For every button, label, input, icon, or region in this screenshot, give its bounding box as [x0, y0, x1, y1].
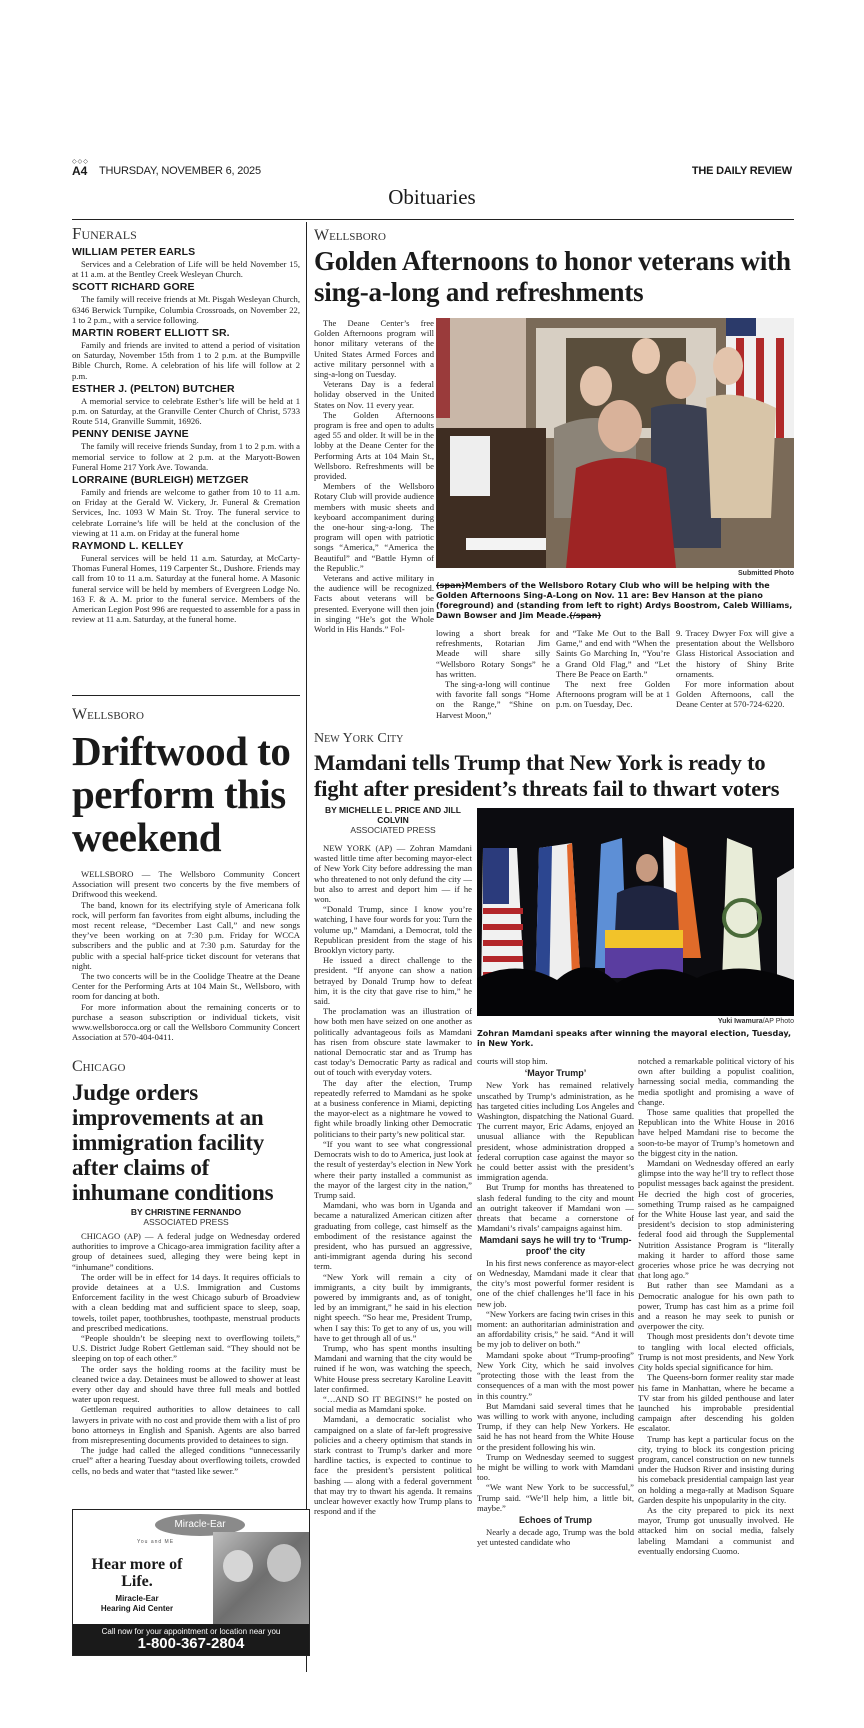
page-number: A4: [72, 164, 88, 178]
ad-headline: Hear more of Life.: [91, 1556, 183, 1590]
article-column: [477, 1056, 634, 1548]
top-rule: [72, 219, 794, 220]
page-date: THURSDAY, NOVEMBER 6, 2025: [99, 165, 261, 177]
subhead: Echoes of Trump: [518, 1514, 592, 1525]
article-column: [556, 628, 670, 710]
paragraph: Veterans and active military in the audience will be recognized. Facts about veterans will be presented. Everyone will then join in singing “He’s got the Whole World in His Hands.” Fol-: [314, 573, 434, 635]
paragraph: Mamdani spoke about “Trump-proofing” New York City, which he said involves “protecting those with the least from the consequences of a man with the most power in this country.”: [477, 1349, 634, 1401]
article-kicker: Wellsboro: [72, 706, 144, 723]
article-body: [72, 1231, 300, 1476]
paragraph: Trump on Wednesday seemed to suggest he might be willing to work with Mamdani too.: [477, 1451, 634, 1483]
funeral-item: [72, 540, 300, 624]
obit-name: SCOTT RICHARD GORE: [72, 281, 195, 294]
subhead: ‘Mayor Trump’: [524, 1068, 587, 1079]
funeral-item: [72, 474, 300, 538]
ad-center-line1: Miracle-Ear: [115, 1594, 159, 1603]
funeral-item: [72, 246, 300, 279]
column-divider: [306, 222, 307, 1672]
funeral-list: [72, 246, 300, 624]
paragraph: Members of the Wellsboro Rotary Club will provide audience members with music sheets and keyboard accompaniment during the one-hour sing-a-long. The program will open with patriotic songs “America,” “America the Beautiful” and “Battle Hymn of the Republic.”: [314, 481, 434, 573]
article-body: [72, 869, 300, 1042]
byline: BY MICHELLE L. PRICE AND JILL COLVIN: [324, 805, 461, 825]
paragraph: and “Take Me Out to the Ball Game,” and end with “When the Saints Go Marching In, “You’re a Grand Old Flag,” and “Let There Be Peace on Earth.”: [556, 628, 670, 679]
article-column: [314, 843, 472, 1516]
paragraph: Trump has kept a particular focus on the city, trying to block its congestion pricing program, cancel construction on new tunnels under the Hudson River and insisting during his comeback presidential campaign last year on holding a mega-rally at Madison Square Garden despite his unpopularity in the city.: [638, 1433, 794, 1505]
photo-agency: /AP Photo: [762, 1018, 794, 1025]
funeral-item: [72, 281, 300, 325]
paragraph: He issued a direct challenge to the president. “If anyone can show a nation betrayed by Donald Trump how to defeat him, it is the city that gave rise to him,” he said.: [314, 955, 472, 1007]
paragraph: courts will stop him.: [477, 1056, 548, 1066]
obit-name: MARTIN ROBERT ELLIOTT SR.: [72, 327, 230, 340]
photographer-name: Yuki Iwamura: [717, 1018, 763, 1025]
article-column: [676, 628, 794, 710]
subhead: Mamdani says he will try to ‘Trump-proof’ the city: [479, 1235, 632, 1256]
obit-text: A memorial service to celebrate Esther’s life will be held at 1 p.m. on Saturday, at the Granville Center Church of Christ, 5733 Route 514, Granville Summit, 16926.: [72, 395, 300, 427]
obit-name: PENNY DENISE JAYNE: [72, 428, 189, 441]
byline: BY CHRISTINE FERNANDO: [130, 1207, 242, 1217]
paragraph: The next free Golden Afternoons program will be at 1 p.m. on Tuesday, Dec.: [556, 679, 670, 710]
paper-name: THE DAILY REVIEW: [691, 165, 792, 177]
paragraph: Mamdani, a democratic socialist who campaigned on a slate of far-left progressive policies and a cheery optimism that stands in stark contrast to Trump’s darker and more hardline tactics, is expected to continue to face the president’s persistent political bashing — along with a federal government that may try to thwart his agenda. It remains unclear however exactly how Trump plans to respond and if the: [314, 1414, 472, 1517]
paragraph: The Golden Afternoons program is free and open to adults aged 55 and older. It will be in the lobby at the Deane Center for the Performing Arts at 104 Main St., Wellsboro. Refreshments will be provided.: [314, 409, 434, 482]
article-kicker: Wellsboro: [314, 227, 386, 244]
paragraph: Mamdani, who was born in Uganda and became a naturalized American citizen after graduating from college, cast himself as the embodiment of the resistance against the president, who has pursued an aggressive, anti-immigrant agenda during his second term.: [314, 1200, 472, 1272]
paragraph: Though most presidents don’t devote time to tangling with local elected officials, Trump is not most presidents, and New York City holds special significance for him.: [638, 1331, 794, 1373]
paragraph: WELLSBORO — The Wellsboro Community Concert Association will present two concerts by the five members of Driftwood this weekend.: [72, 869, 300, 900]
paragraph: In his first news conference as mayor-elect on Wednesday, Mamdani made it clear that the city’s most powerful former resident is one of the chief challenges he’ll face in his new job.: [477, 1257, 634, 1309]
funerals-section: [72, 224, 300, 624]
photo-illustration: [477, 808, 794, 1016]
paragraph: The judge had called the alleged conditions “unnecessarily cruel” after a hearing Tuesday about overflowing toilets, crowded cells, no beds and water that “tasted like sewer.”: [72, 1445, 300, 1476]
driftwood-article: [72, 706, 300, 1042]
paragraph: Mamdani on Wednesday offered an early glimpse into the way he’ll try to reflect those populist messages back against the president. He decried the high cost of groceries, something Trump raised as he campaigned for the White House last year, and said the president’s decision to stop administering federal food aid through the Supplemental Nutrition Assistance Program is “literally making it harder to afford those same groceries whose price he was decrying not that long ago.”: [638, 1158, 794, 1281]
paragraph: But Mamdani said several times that he was willing to work with anyone, including Trump, if they can help New Yorkers. He said he has not heard from the White House or the president following his win.: [477, 1400, 634, 1452]
obit-name: RAYMOND L. KELLEY: [72, 540, 184, 553]
paragraph: Gettleman required authorities to allow detainees to call lawyers in private with no cost and provide them with a list of pro bono attorneys in English and Spanish. Agents are also barred from misrepresenting documents provided to detainees to sign.: [72, 1404, 300, 1446]
funeral-item: [72, 327, 300, 381]
caption-open-tag: (span): [436, 581, 465, 590]
obit-text: Family and friends are welcome to gather from 10 to 11 a.m. on Friday at the Gerald W. Vickery, Jr. Funeral & Cremation Services, Inc. 1093 W Main St. Troy. The funeral service to celebrate Lorraine’s life will be held at the conclusion of the viewing at 11 a.m. on Friday at the funeral home: [72, 487, 300, 538]
article-kicker: Chicago: [72, 1058, 126, 1075]
miracle-ear-ad[interactable]: [72, 1509, 310, 1656]
ad-center-name: [81, 1594, 193, 1614]
article-column: [638, 1056, 794, 1556]
byline-block: [314, 805, 472, 835]
article-headline: Driftwood to perform this weekend: [72, 728, 291, 860]
paragraph: Veterans Day is a federal holiday observed in the United States on Nov. 11 every year.: [314, 379, 434, 410]
paragraph: The order will be in effect for 14 days. It requires officials to provide detainees at a U.S. Immigration and Customs Enforcement facility in the west Chicago suburb of Broadview with a clean bedding mat and sufficient space to sleep, soap, towels, toilet paper, toothbrushes, toothpaste, menstrual products and prescribed medications.: [72, 1271, 300, 1333]
article-kicker: New York City: [314, 731, 404, 746]
paragraph: As the city prepared to pick its next mayor, Trump got unusually involved. He attacked him on social media, falsely labeling Mamdani a communist and eventually endorsing Cuomo.: [638, 1504, 794, 1556]
obit-name: WILLIAM PETER EARLS: [72, 246, 196, 258]
page-ornament: ◇◇◇: [72, 159, 89, 165]
photo-credit: [477, 1018, 794, 1025]
paragraph: The day after the election, Trump repeatedly referred to Mamdani as he spoke at a business conference in Miami, depicting the mayor-elect as a nightmare he vowed to fight while broadly linking other Democratic politicians to their party’s new political star.: [314, 1077, 472, 1139]
photo-illustration: [436, 318, 794, 568]
paragraph: The proclamation was an illustration of how both men have seized on one another as politically advantageous foils as Mamdani has risen from obscure state lawmaker to national Democratic star and as Trump has cast today’s Democratic Party as radical and out of touch with everyday voters.: [314, 1006, 472, 1078]
article-headline: Mamdani tells Trump that New York is ready to fight after president’s threats fail to thwart voters: [314, 750, 780, 801]
paragraph: For more information about Golden Afternoons, call the Deane Center at 570-724-6220.: [676, 679, 794, 710]
paragraph: The two concerts will be in the Coolidge Theatre at the Deane Center for the Performing Arts at 104 Main St., Wellsboro, with room for dancing at both.: [72, 971, 300, 1002]
paragraph: Nearly a decade ago, Trump was the bold yet untested candidate who: [477, 1527, 634, 1548]
paragraph: “If you want to see what congressional Democrats wish to do to America, just look at the result of yesterday’s election in New York where their party installed a communist as the mayor of the largest city in the nation,” Trump said.: [314, 1138, 472, 1200]
paragraph: Those same qualities that propelled the Republican into the White House in 2016 have helped Mamdani rise to become the soon-to-be mayor of Trump’s hometown and the biggest city in the nation.: [638, 1107, 794, 1158]
paragraph: But rather than see Mamdani as a Democratic analogue for his own path to power, Trump has cast him as a prime foil and a reason he may seek to punish or overpower the city.: [638, 1280, 794, 1332]
paragraph: The order says the holding rooms at the facility must be cleaned twice a day. Detainees must be allowed to shower at least every other day and should have three full meals and bottled water upon request.: [72, 1363, 300, 1405]
article-column: [436, 628, 550, 720]
obit-text: Family and friends are invited to attend a period of visitation on Saturday, November 15th from 1 to 2 p.m. at the Bumpville Bible Church, Rome. A celebration of his life will follow at 2 p.m.: [72, 340, 300, 381]
paragraph: lowing a short break for refreshments, Rotarian Jim Meade will share silly “Wellsboro Rotary Songs” he has written.: [436, 628, 550, 679]
caption-close-tag: (/span): [569, 611, 602, 620]
paragraph: But Trump for months has threatened to slash federal funding to the city and mount an outright takeover if Mamdani won — threats that became a cornerstone of Mamdani’s rivals’ campaigns against him.: [477, 1182, 634, 1234]
paragraph: “People shouldn’t be sleeping next to overflowing toilets,” U.S. District Judge Robert Gettleman said. “They should not be sleeping on top of each other.”: [72, 1333, 300, 1364]
photo-caption: [436, 581, 794, 621]
caption-text: Members of the Wellsboro Rotary Club who will be helping with the Golden Afternoons Sing-A-Long on Nov. 11 are: Bev Hanson at the piano (foreground) and (standing from left to right) Ardys Boostrom, Caleb Williams, Dawn Bowser and Jim Meade.: [436, 581, 793, 620]
obit-text: Funeral services will be held 11 a.m. Saturday, at McCarty-Thomas Funeral Homes, 119 Carpenter St., Dushore. Friends may call from 10 to 11 a.m. Saturday at the funeral home. A Masonic funeral service will be held by members of Evergreen Lodge No. 163 F. & A. M. prior to the funeral service. Members of the American Legion Post 996 are requested to assemble for a pass in review at 11 a.m. Saturday, at the funeral home.: [72, 553, 300, 625]
obit-text: Services and a Celebration of Life will be held November 15, at 11 a.m. at the Bentley Creek Wesleyan Church.: [72, 259, 300, 280]
section-rule: [72, 695, 300, 696]
funeral-item: [72, 428, 300, 472]
paragraph: NEW YORK (AP) — Zohran Mamdani wasted little time after becoming mayor-elect of New York City before addressing the man who threatened to not only defund the city — but also to arrest and deport him — if he won.: [314, 843, 472, 905]
rotary-club-photo: [436, 318, 794, 568]
byline-org: ASSOCIATED PRESS: [143, 1217, 229, 1227]
ad-call-text: Call now for your appointment or location near you: [101, 1627, 281, 1636]
ad-center-line2: Hearing Aid Center: [100, 1604, 174, 1613]
paragraph: The band, known for its electrifying style of Americana folk rock, will perform fan favorites from eight albums, including the most recent release, “December Last Call,” and new songs they’ve been working on at 7:30 p.m. Friday for WCCA subscribers and the public and at 7:30 p.m. Saturday for the public with a special half-price ticket discount for veterans that night.: [72, 899, 300, 971]
paragraph: “Donald Trump, since I know you’re watching, I have four words for you: Turn the volume up,” Mamdani, a Democrat, told the Republican president from the stage of his Brooklyn victory party.: [314, 904, 472, 956]
ad-phone[interactable]: 1-800-367-2804: [137, 1635, 245, 1652]
paragraph: CHICAGO (AP) — A federal judge on Wednesday ordered authorities to improve a Chicago-area immigration facility after a group of detainees sued, alleging they were being kept in “inhumane” conditions.: [72, 1231, 300, 1272]
paragraph: The Queens-born former reality star made his fame in Manhattan, where he became a TV star from his gilded penthouse and later launched his improbable presidential campaign after descending his golden escalator.: [638, 1372, 794, 1434]
obit-name: ESTHER J. (PELTON) BUTCHER: [72, 382, 235, 395]
ad-photo: [213, 1532, 309, 1624]
photo-caption: Zohran Mamdani speaks after winning the mayoral election, Tuesday, in New York.: [477, 1029, 792, 1048]
obit-text: The family will receive friends at Mt. Pisgah Wesleyan Church, 6346 Berwick Turnpike, Columbia Crossroads, on November 22, 1 to 2 p.m., with a service following.: [72, 294, 300, 325]
paragraph: notched a remarkable political victory of his own after building a populist coalition, harnessing social media, commanding the media spotlight and promising a wave of change.: [638, 1056, 794, 1107]
ad-tagline: You and ME: [137, 1539, 175, 1545]
paragraph: The sing-a-long will continue with favorite fall songs “Home on the Range,” “Shine on Harvest Moon,”: [436, 679, 550, 720]
chicago-article: [72, 1058, 300, 1476]
paragraph: 9. Tracey Dwyer Fox will give a presentation about the Wellsboro Glass Historical Association and the history of Shiny Brite ornaments.: [676, 628, 794, 679]
article-column: [314, 318, 434, 634]
paragraph: For more information about the remaining concerts or to purchase a season subscription or individual tickets, visit www.wellsborocca.org or call the Wellsboro Community Concert Association at 570-404-0411.: [72, 1001, 300, 1043]
paragraph: New York has remained relatively unscathed by Trump’s administration, as he has targeted cities including Los Angeles and Washington, dispatching the National Guard. The current mayor, Eric Adams, enjoyed an unusual alliance with the Republican president, whose administration dropped a federal corruption case against the mayor so he could better assist with the president’s immigration agenda.: [477, 1080, 634, 1183]
mamdani-photo: [477, 808, 794, 1016]
paragraph: The Deane Center’s free Golden Afternoons program will honor military veterans of the United States Armed Forces and active military personnel with a sing-a-long on Tuesday.: [314, 318, 434, 380]
paragraph: “New York will remain a city of immigrants, a city built by immigrants, powered by immigrants and, as of tonight, led by an immigrant,” he said in his election night speech. “So hear me, President Trump, when I say this: To get to any of us, you will have to get through all of us.”: [314, 1271, 472, 1343]
byline-org: ASSOCIATED PRESS: [350, 825, 436, 835]
article-headline: Judge orders improvements at an immigration facility after claims of inhumane conditions: [72, 1080, 274, 1205]
funerals-kicker: Funerals: [72, 224, 137, 243]
section-title: Obituaries: [388, 185, 476, 209]
photo-credit: Submitted Photo: [738, 570, 794, 577]
ad-logo: Miracle-Ear: [155, 1514, 245, 1536]
article-headline: Golden Afternoons to honor veterans with sing-a-long and refreshments: [314, 246, 791, 307]
paragraph: “…AND SO IT BEGINS!” he posted on social media as Mamdani spoke.: [314, 1393, 472, 1415]
paragraph: “We want New York to be successful,” Trump said. “We’ll help him, a little bit, maybe.”: [477, 1482, 634, 1513]
ad-call-bar: [73, 1624, 309, 1655]
funeral-item: [72, 383, 300, 427]
obit-name: LORRAINE (BURLEIGH) METZGER: [72, 474, 249, 487]
obit-text: The family will receive friends Sunday, from 1 to 2 p.m. with a memorial service to follow at 2 p.m. at the Maryott-Bowen Funeral Home 217 York Ave. Towanda.: [72, 441, 300, 472]
paragraph: “New Yorkers are facing twin crises in this moment: an authoritarian administration and an affordability crisis,” he said. “And it will be my job to deliver on both.”: [477, 1308, 634, 1350]
paragraph: Trump, who has spent months insulting Mamdani and warning that the city would be ruined if he won, was watching the speech, White House press secretary Karoline Leavitt later confirmed.: [314, 1342, 472, 1394]
